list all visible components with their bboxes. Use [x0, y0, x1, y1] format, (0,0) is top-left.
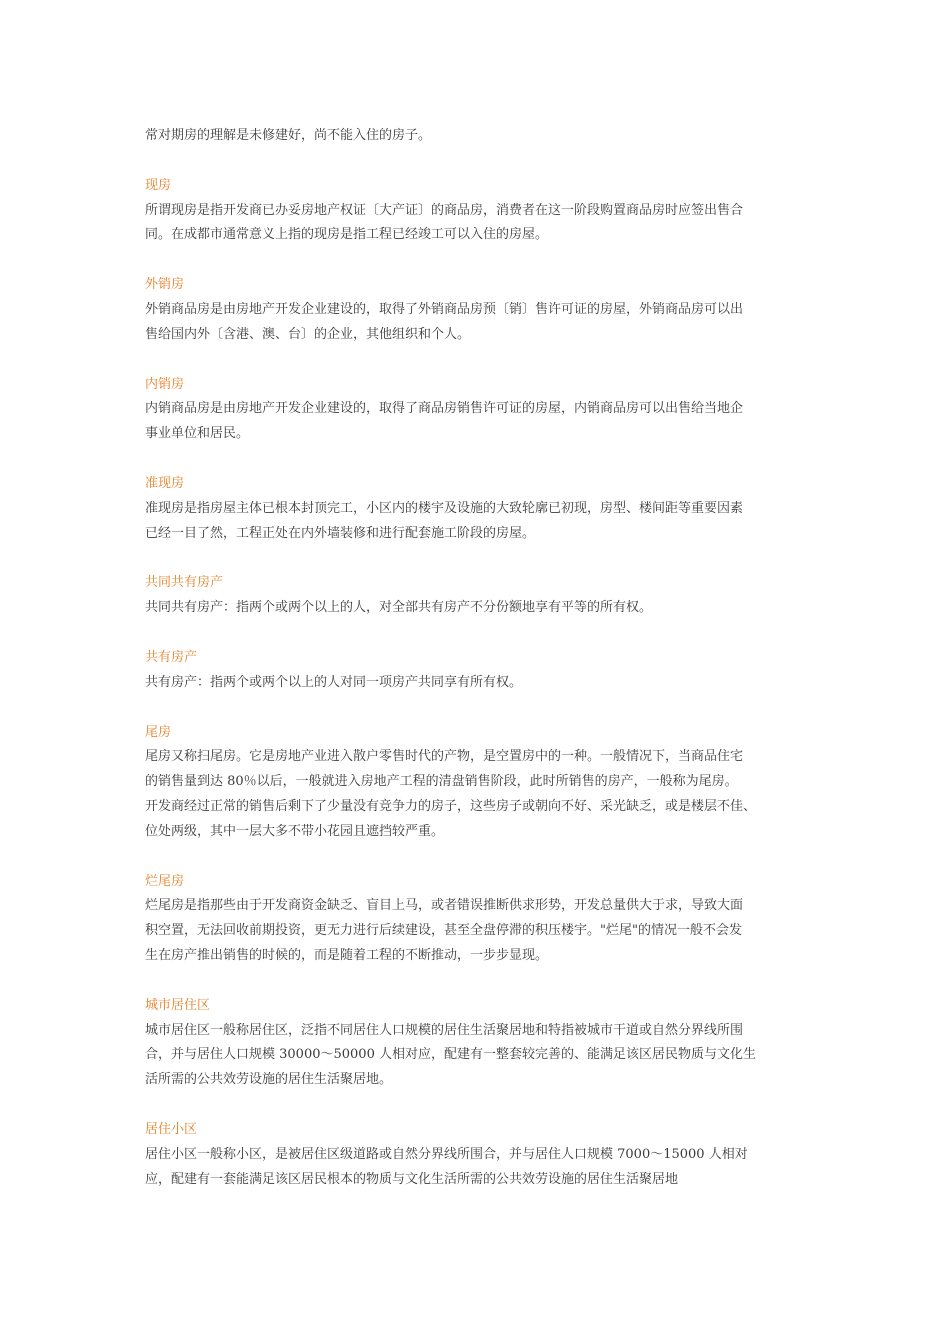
term-heading: 居住小区 [145, 1121, 198, 1137]
definition-line: 内销商品房是由房地产开发企业建设的，取得了商品房销售许可证的房屋，内销商品房可以出售给当地企 [145, 401, 744, 417]
definition-line: 尾房又称扫尾房。它是房地产业进入散户零售时代的产物，是空置房中的一种。一般情况下，当商品住宅 [145, 749, 744, 765]
intro-paragraph [145, 124, 815, 149]
term-heading: 城市居住区 [145, 997, 211, 1013]
term-heading: 尾房 [145, 724, 172, 740]
glossary-entry [145, 1118, 815, 1192]
term-heading: 现房 [145, 177, 172, 193]
definition-line: 位处两级，其中一层大多不带小花园且遮挡较严重。 [145, 823, 445, 839]
definition-line: 的销售量到达 80％以后，一般就进入房地产工程的清盘销售阶段，此时所销售的房产，一般称为尾房。 [145, 774, 738, 790]
definition-line: 居住小区一般称小区，是被居住区级道路或自然分界线所围合，并与居住人口规模 7000～15000 人相对 [145, 1146, 748, 1162]
definition-line: 烂尾房是指那些由于开发商资金缺乏、盲目上马，或者错误推断供求形势，开发总量供大于求，导致大面 [145, 898, 744, 914]
glossary-entry [145, 571, 815, 621]
definition-line: 共同共有房产：指两个或两个以上的人，对全部共有房产不分份额地享有平等的所有权。 [145, 600, 653, 616]
definition-line: 活所需的公共效劳设施的居住生活聚居地。 [145, 1072, 393, 1088]
term-heading: 内销房 [145, 376, 185, 392]
glossary-entry [145, 373, 815, 447]
definition-line: 合，并与居住人口规模 30000～50000 人相对应，配建有一整套较完善的、能满足该区居民物质与文化生 [145, 1047, 756, 1063]
term-heading: 外销房 [145, 277, 185, 293]
definition-paragraph [145, 1143, 815, 1193]
definition-paragraph [145, 745, 815, 795]
definition-line: 共有房产：指两个或两个以上的人对同一项房产共同享有所有权。 [145, 674, 523, 690]
definition-paragraph [145, 199, 815, 249]
glossary-entry [145, 994, 815, 1093]
definition-line: 同。在成都市通常意义上指的现房是指工程已经竣工可以入住的房屋。 [145, 227, 549, 243]
term-heading: 共同共有房产 [145, 575, 224, 591]
definition-line: 生在房产推出销售的时候的，而是随着工程的不断推动，一步步显现。 [145, 947, 549, 963]
glossary-entry [145, 472, 815, 546]
glossary-entry [145, 174, 815, 248]
definition-paragraph [145, 497, 815, 547]
document-page [145, 124, 815, 1217]
definition-paragraph [145, 596, 815, 621]
glossary-entry [145, 870, 815, 969]
definition-paragraph [145, 894, 815, 968]
definition-line: 应，配建有一套能满足该区居民根本的物质与文化生活所需的公共效劳设施的居住生活聚居地 [145, 1171, 679, 1187]
definition-line: 城市居住区一般称居住区，泛指不同居住人口规模的居住生活聚居地和特指被城市干道或自然分界线所围 [145, 1022, 744, 1038]
term-heading: 烂尾房 [145, 873, 185, 889]
definition-line: 所谓现房是指开发商已办妥房地产权证〔大产证〕的商品房，消费者在这一阶段购置商品房时应签出售合 [145, 202, 744, 218]
glossary-entry [145, 273, 815, 347]
definition-line: 准现房是指房屋主体已根本封顶完工，小区内的楼宇及设施的大致轮廓已初现，房型、楼间距等重要因素 [145, 500, 744, 516]
definition-line: 已经一目了然，工程正处在内外墙装修和进行配套施工阶段的房屋。 [145, 525, 536, 541]
definition-paragraph [145, 298, 815, 348]
glossary-sections [145, 174, 815, 1193]
definition-line: 售给国内外〔含港、澳、台〕的企业，其他组织和个人。 [145, 326, 471, 342]
definition-line: 积空置，无法回收前期投资，更无力进行后续建设，甚至全盘停滞的积压楼宇。"烂尾"的情况一般不会发 [145, 923, 742, 939]
term-heading: 共有房产 [145, 649, 198, 665]
definition-line: 外销商品房是由房地产开发企业建设的，取得了外销商品房预〔销〕售许可证的房屋，外销商品房可以出 [145, 301, 744, 317]
definition-paragraph [145, 397, 815, 447]
intro-line: 常对期房的理解是未修建好，尚不能入住的房子。 [145, 128, 432, 143]
definition-paragraph [145, 795, 815, 845]
glossary-entry [145, 721, 815, 845]
definition-line: 开发商经过正常的销售后剩下了少量没有竞争力的房子，这些房子或朝向不好、采光缺乏，或是楼层不佳、 [145, 798, 757, 814]
definition-paragraph [145, 671, 815, 696]
term-heading: 准现房 [145, 475, 185, 491]
definition-paragraph [145, 1019, 815, 1093]
definition-line: 事业单位和居民。 [145, 426, 250, 442]
glossary-entry [145, 646, 815, 696]
